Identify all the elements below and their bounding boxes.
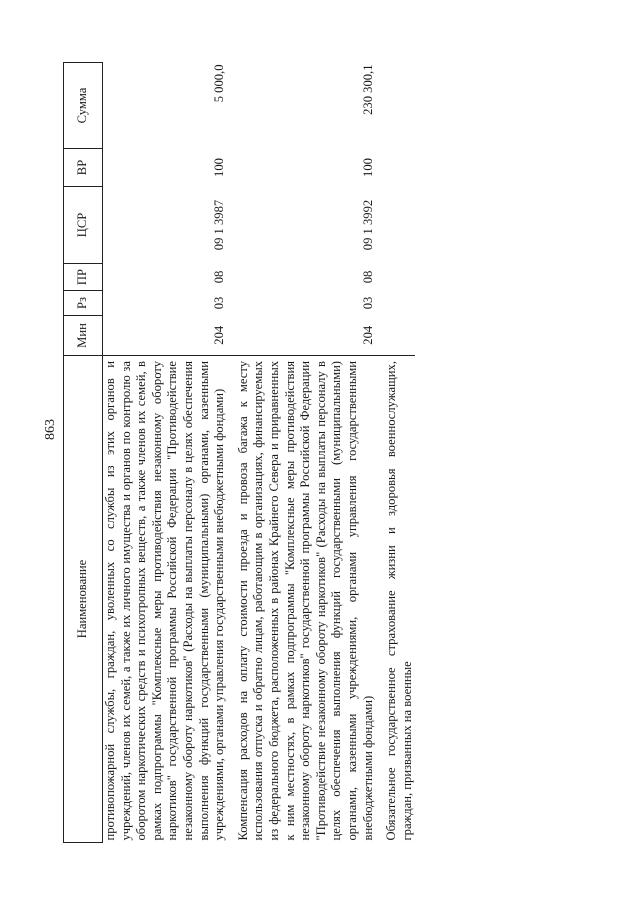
header-sum: Сумма <box>64 63 103 149</box>
row-name: Обязательное государственное страхование жизни и здоровья военнослужащих, граждан, призванных на военные <box>384 356 415 843</box>
row-min: 204 <box>212 325 227 345</box>
row-sum: 5 000,0 <box>212 64 227 103</box>
table-row <box>384 63 415 843</box>
row-csr: 09 1 3987 <box>212 199 227 251</box>
budget-table <box>63 62 415 843</box>
row-pr <box>384 264 415 291</box>
row-name: Компенсация расходов на оплату стоимости проезда и провоза багажа к месту использования отпуска и обратно лицам, работающим в организациях, финансируемых из федерального бюджета, расположенных в районах Крайнего Севера и приравненных к ним местностях, в рамках подпрограммы "Комплексные меры противодействия незаконному обороту наркотиков" государственной программы Российской Федерации "Противодействие незаконному обороту наркотиков" (Расходы на выплаты персоналу в целях обеспечения выполнения функций государственными (муниципальными) органами, казенными учреждениями, органами управления государственными внебюджетными фондами) <box>236 356 376 843</box>
row-vr: 100 <box>360 158 375 177</box>
page-number: 863 <box>43 419 58 440</box>
row-rz <box>384 291 415 316</box>
row-spacer <box>376 63 384 843</box>
table-row <box>103 63 228 843</box>
header-rz: Рз <box>64 291 103 316</box>
table-row <box>236 63 376 843</box>
header-vr: ВР <box>64 149 103 187</box>
row-csr: 09 1 3992 <box>360 199 375 251</box>
row-csr <box>384 187 415 264</box>
row-min: 204 <box>360 325 375 345</box>
row-min <box>384 316 415 356</box>
row-rz: 03 <box>360 296 375 310</box>
header-pr: ПР <box>64 264 103 291</box>
row-rz: 03 <box>212 296 227 310</box>
header-csr: ЦСР <box>64 187 103 264</box>
row-name: противопожарной службы, граждан, уволенных со службы из этих органов и учреждений, членов их семей, а также их личного имущества и органов по контролю за оборотом наркотических средств и психотропных веществ, а также членов их семей, в рамках подпрограммы "Комплексные меры противодействия незаконному обороту наркотиков" государственной программы Российской Федерации "Противодействие незаконному обороту наркотиков" (Расходы на выплаты персоналу в целях обеспечения выполнения функций государственными (муниципальными) органами, казенными учреждениями, органами управления государственными внебюджетными фондами) <box>103 356 228 843</box>
table-header-row <box>64 63 103 843</box>
rotated-table-container <box>63 63 583 843</box>
row-sum <box>384 63 415 149</box>
header-min: Мин <box>64 316 103 356</box>
header-name: Наименование <box>64 356 103 843</box>
row-sum: 230 300,1 <box>360 64 375 115</box>
row-pr: 08 <box>212 270 227 284</box>
row-vr <box>384 149 415 187</box>
row-spacer <box>228 63 236 843</box>
row-vr: 100 <box>212 158 227 177</box>
row-pr: 08 <box>360 270 375 284</box>
